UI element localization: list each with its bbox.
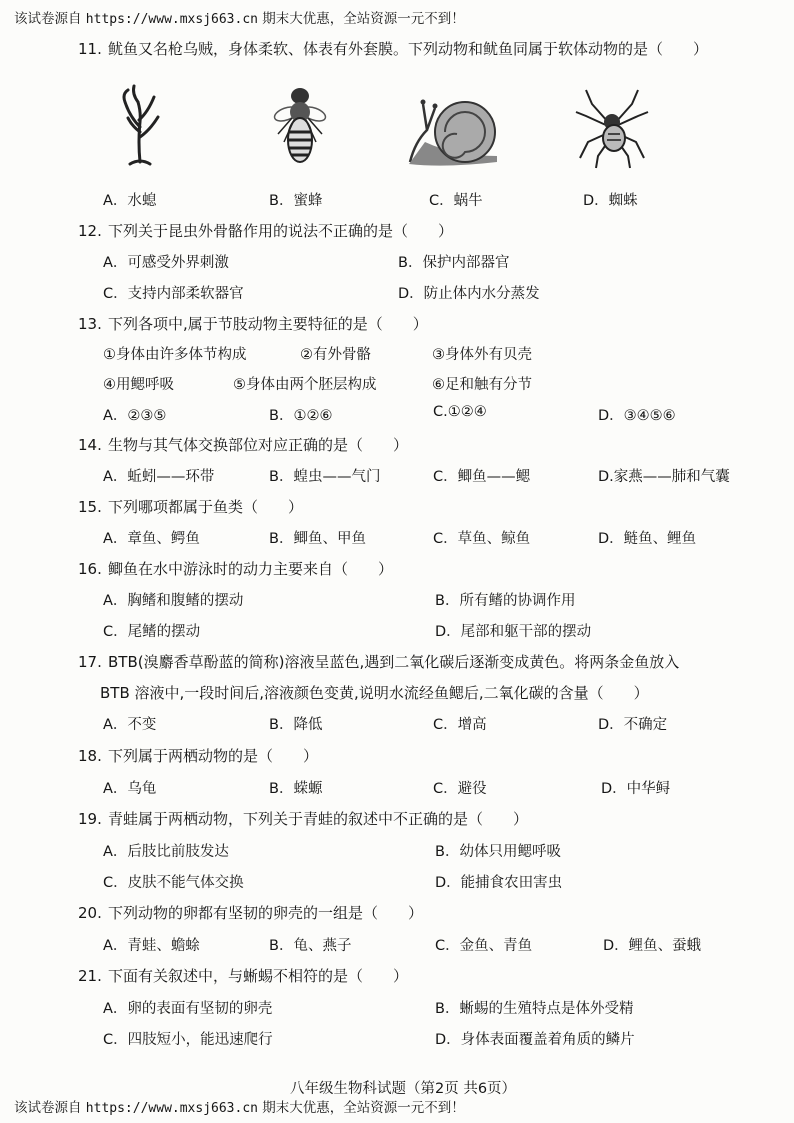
question-text: 下列关于昆虫外骨骼作用的说法不正确的是（ ） — [108, 222, 454, 240]
q18-option-a[interactable]: A．乌龟 — [103, 781, 157, 797]
q14-option-c[interactable]: C．鲫鱼——鳃 — [433, 469, 531, 485]
q20-option-c[interactable]: C．金鱼、青鱼 — [435, 938, 533, 954]
q16-option-a[interactable]: A．胸鳍和腹鳍的摆动 — [103, 593, 244, 609]
q18-option-b[interactable]: B．蝾螈 — [269, 781, 323, 797]
q13-item-1: ①身体由许多体节构成 — [103, 347, 247, 363]
question-21-stem — [78, 965, 408, 986]
q13-item-4: ④用鳃呼吸 — [103, 377, 174, 393]
question-18-stem — [78, 745, 318, 766]
q19-option-c[interactable]: C．皮肤不能气体交换 — [103, 875, 244, 891]
q13-item-6: ⑥足和触有分节 — [432, 377, 532, 393]
q21-option-d[interactable]: D．身体表面覆盖着角质的鳞片 — [435, 1032, 635, 1048]
q13-option-c[interactable]: C.①②④ — [433, 404, 487, 420]
q17-option-a[interactable]: A．不变 — [103, 717, 157, 733]
q21-option-c[interactable]: C．四肢短小，能迅速爬行 — [103, 1032, 273, 1048]
question-text: 下面有关叙述中，与蜥蜴不相符的是（ ） — [108, 967, 409, 985]
question-14-stem — [78, 434, 408, 455]
q13-item-3: ③身体外有贝壳 — [432, 347, 532, 363]
question-text: 青蛙属于两栖动物，下列关于青蛙的叙述中不正确的是（ ） — [108, 810, 529, 828]
question-text: 生物与其气体交换部位对应正确的是（ ） — [108, 436, 409, 454]
bee-icon — [270, 82, 330, 172]
question-16-stem — [78, 558, 393, 579]
question-number: 18. — [78, 747, 102, 765]
q20-option-b[interactable]: B．龟、燕子 — [269, 938, 352, 954]
question-text: 下列各项中,属于节肢动物主要特征的是（ ） — [108, 315, 428, 333]
question-15-stem — [78, 496, 303, 517]
question-number: 16. — [78, 560, 102, 578]
q20-option-a[interactable]: A．青蛙、蟾蜍 — [103, 938, 200, 954]
q17-option-b[interactable]: B．降低 — [269, 717, 323, 733]
snail-icon — [405, 82, 505, 172]
q17-option-d[interactable]: D．不确定 — [598, 717, 668, 733]
q12-option-b[interactable]: B．保护内部器官 — [398, 255, 510, 271]
q15-option-d[interactable]: D．鲢鱼、鲤鱼 — [598, 531, 697, 547]
header-suffix: 期末大优惠，全站资源一元不到！ — [262, 11, 465, 27]
question-number: 13. — [78, 315, 102, 333]
q15-option-b[interactable]: B．鲫鱼、甲鱼 — [269, 531, 366, 547]
spider-icon — [572, 82, 652, 172]
q11-option-c[interactable]: C．蜗牛 — [429, 193, 483, 209]
q12-option-a[interactable]: A．可感受外界刺激 — [103, 255, 229, 271]
question-17-stem-continued: BTB 溶液中,一段时间后,溶液颜色变黄,说明水流经鱼鳃后,二氧化碳的含量（ ） — [100, 684, 649, 702]
q11-option-a[interactable]: A．水螅 — [103, 193, 157, 209]
q21-option-a[interactable]: A．卵的表面有坚韧的卵壳 — [103, 1001, 273, 1017]
source-footer — [14, 1096, 465, 1116]
question-text: 鲫鱼在水中游泳时的动力主要来自（ ） — [108, 560, 394, 578]
q18-option-d[interactable]: D．中华鲟 — [601, 781, 671, 797]
q14-option-a[interactable]: A．蚯蚓——环带 — [103, 469, 215, 485]
q14-option-d[interactable]: D.家燕——肺和气囊 — [598, 469, 730, 485]
question-text: 下列属于两栖动物的是（ ） — [108, 747, 319, 765]
q16-option-b[interactable]: B．所有鳍的协调作用 — [435, 593, 576, 609]
q12-option-c[interactable]: C．支持内部柔软器官 — [103, 286, 244, 302]
question-12-stem — [78, 220, 453, 241]
q16-option-c[interactable]: C．尾鳍的摆动 — [103, 624, 201, 640]
question-number: 11. — [78, 40, 102, 58]
footer-prefix: 该试卷源自 — [14, 1100, 82, 1116]
q17-option-c[interactable]: C．增高 — [433, 717, 487, 733]
question-text: 下列动物的卵都有坚韧的卵壳的一组是（ ） — [108, 904, 424, 922]
header-url[interactable]: https://www.mxsj663.cn — [85, 12, 258, 27]
question-number: 17. — [78, 653, 102, 671]
q13-item-2: ②有外骨骼 — [300, 347, 371, 363]
question-number: 12. — [78, 222, 102, 240]
question-17-stem — [78, 651, 679, 672]
q12-option-d[interactable]: D．防止体内水分蒸发 — [398, 286, 540, 302]
question-20-stem — [78, 902, 423, 923]
q11-option-d[interactable]: D．蜘蛛 — [583, 193, 638, 209]
question-number: 15. — [78, 498, 102, 516]
page-footer-title: 八年级生物科试题（第2页 共6页） — [290, 1081, 517, 1097]
q13-option-d[interactable]: D．③④⑤⑥ — [598, 408, 676, 424]
q13-option-b[interactable]: B．①②⑥ — [269, 408, 333, 424]
question-number: 14. — [78, 436, 102, 454]
q15-option-c[interactable]: C．草鱼、鲸鱼 — [433, 531, 531, 547]
q15-option-a[interactable]: A．章鱼、鳄鱼 — [103, 531, 200, 547]
q18-option-c[interactable]: C．避役 — [433, 781, 487, 797]
q20-option-d[interactable]: D．鲤鱼、蚕蛾 — [603, 938, 702, 954]
question-13-stem — [78, 313, 428, 334]
footer-suffix: 期末大优惠，全站资源一元不到！ — [262, 1100, 465, 1116]
q13-item-5: ⑤身体由两个胚层构成 — [233, 377, 377, 393]
q16-option-d[interactable]: D．尾部和躯干部的摆动 — [435, 624, 592, 640]
question-11-stem — [78, 38, 708, 59]
hydra-icon — [110, 82, 170, 172]
question-number: 20. — [78, 904, 102, 922]
q21-option-b[interactable]: B．蜥蜴的生殖特点是体外受精 — [435, 1001, 634, 1017]
question-text: BTB(溴麝香草酚蓝的简称)溶液呈蓝色,遇到二氧化碳后逐渐变成黄色。将两条金鱼放入 — [108, 653, 680, 671]
q13-option-a[interactable]: A．②③⑤ — [103, 408, 167, 424]
q19-option-a[interactable]: A．后肢比前肢发达 — [103, 844, 229, 860]
question-19-stem — [78, 808, 528, 829]
q19-option-d[interactable]: D．能捕食农田害虫 — [435, 875, 563, 891]
q14-option-b[interactable]: B．蝗虫——气门 — [269, 469, 381, 485]
source-header — [14, 7, 465, 27]
question-text: 下列哪项都属于鱼类（ ） — [108, 498, 304, 516]
header-prefix: 该试卷源自 — [14, 11, 82, 27]
q11-option-b[interactable]: B．蜜蜂 — [269, 193, 323, 209]
q19-option-b[interactable]: B．幼体只用鳃呼吸 — [435, 844, 561, 860]
question-number: 19. — [78, 810, 102, 828]
footer-url[interactable]: https://www.mxsj663.cn — [85, 1101, 258, 1116]
question-number: 21. — [78, 967, 102, 985]
question-text: 鱿鱼又名枪乌贼，身体柔软、体表有外套膜。下列动物和鱿鱼同属于软体动物的是（ ） — [108, 40, 709, 58]
